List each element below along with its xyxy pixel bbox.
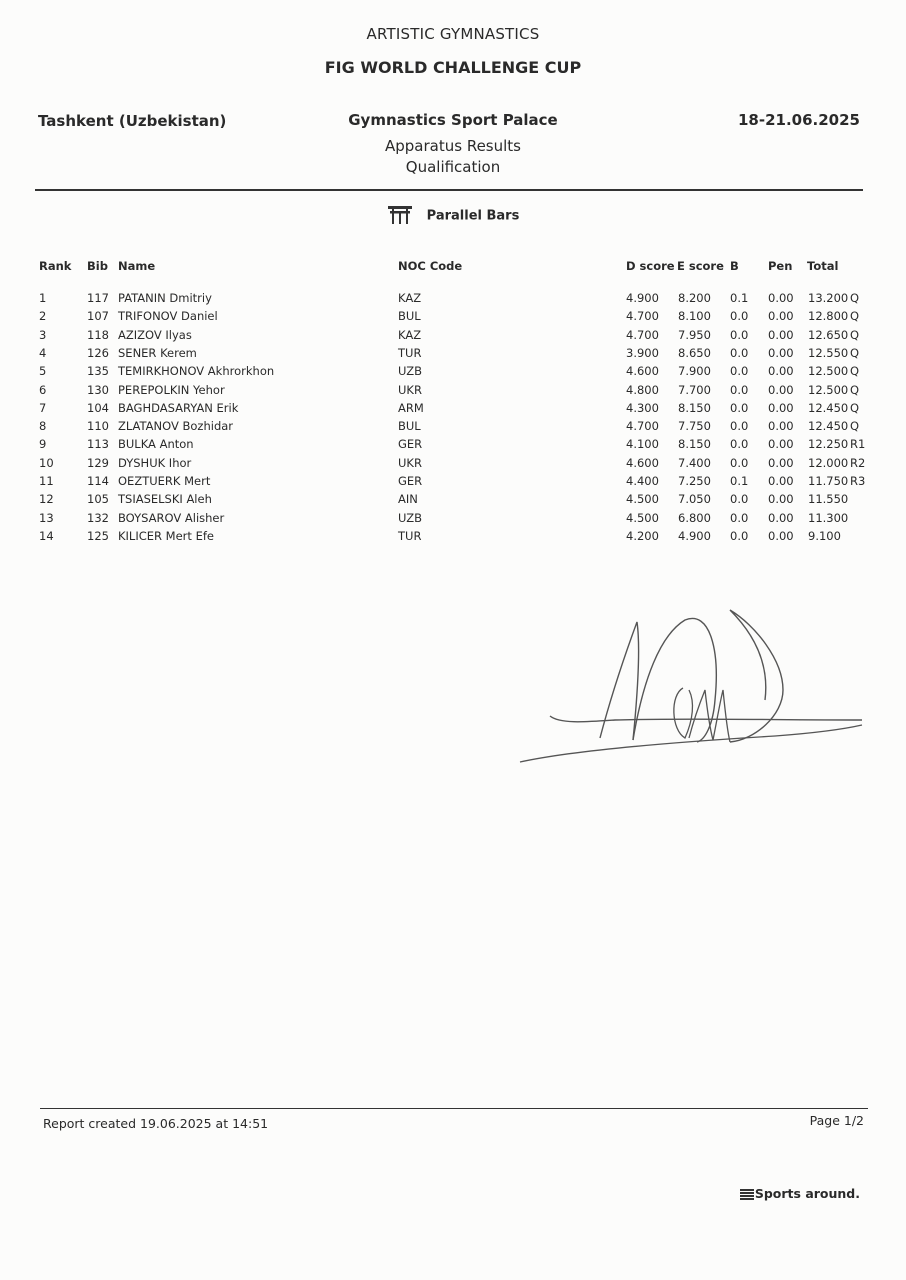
cell-bonus: 0.0	[730, 419, 749, 434]
cell-total: 12.800	[808, 309, 849, 324]
venue-hall: Gymnastics Sport Palace	[348, 111, 558, 129]
cell-qualification: Q	[850, 419, 860, 434]
cell-qualification: R2	[850, 455, 866, 470]
cell-noc: BUL	[398, 419, 421, 434]
cell-bib: 135	[87, 364, 109, 379]
cell-rank: 3	[39, 327, 47, 342]
cell-noc: ARM	[398, 400, 424, 415]
cell-name: OEZTUERK Mert	[118, 474, 211, 488]
cell-bonus: 0.0	[730, 345, 749, 360]
cell-bib: 107	[87, 309, 109, 324]
cell-noc: AIN	[398, 492, 418, 507]
cell-d-score: 4.300	[626, 400, 659, 415]
table-row	[0, 328, 906, 346]
cell-bonus: 0.0	[730, 510, 749, 525]
cell-name: TSIASELSKI Aleh	[118, 492, 212, 507]
cell-d-score: 4.400	[626, 474, 659, 488]
cell-total: 12.450	[808, 419, 849, 434]
cell-penalty: 0.00	[768, 309, 794, 324]
cell-total: 11.550	[808, 492, 849, 507]
cell-bonus: 0.0	[730, 400, 749, 415]
cell-rank: 5	[39, 364, 47, 379]
col-total: Total	[807, 259, 839, 273]
table-row	[0, 529, 906, 547]
cell-name: AZIZOV Ilyas	[118, 327, 192, 342]
cell-bib: 130	[87, 382, 109, 397]
cell-rank: 10	[39, 455, 54, 470]
cell-d-score: 3.900	[626, 345, 659, 360]
cell-e-score: 8.650	[678, 345, 711, 360]
cell-rank: 2	[39, 309, 47, 324]
event-title: FIG WORLD CHALLENGE CUP	[324, 58, 582, 77]
cell-noc: UZB	[398, 364, 422, 379]
cell-noc: GER	[398, 437, 423, 452]
cell-bonus: 0.1	[730, 291, 749, 305]
cell-penalty: 0.00	[768, 510, 794, 525]
cell-name: BOYSAROV Alisher	[118, 510, 225, 525]
table-row	[0, 401, 906, 419]
cell-penalty: 0.00	[768, 291, 794, 305]
apparatus-name: Parallel Bars	[426, 208, 520, 224]
cell-noc: UKR	[398, 382, 422, 397]
cell-penalty: 0.00	[768, 400, 794, 415]
cell-rank: 13	[39, 510, 54, 525]
cell-rank: 14	[39, 528, 54, 543]
cell-penalty: 0.00	[768, 327, 794, 342]
table-row	[0, 291, 906, 309]
brand-lines-icon	[740, 1188, 754, 1202]
parallel-bars-icon	[387, 204, 413, 228]
cell-total: 12.250	[808, 437, 849, 452]
cell-qualification: Q	[850, 400, 860, 415]
cell-name: TEMIRKHONOV Akhrorkhon	[118, 364, 275, 379]
cell-d-score: 4.800	[626, 382, 659, 397]
cell-d-score: 4.200	[626, 528, 659, 543]
cell-bib: 125	[87, 528, 109, 543]
cell-qualification: R3	[850, 474, 866, 488]
cell-noc: GER	[398, 474, 423, 488]
cell-e-score: 6.800	[678, 510, 711, 525]
brand-logo	[740, 1186, 860, 1201]
cell-e-score: 7.050	[678, 492, 711, 507]
cell-qualification: Q	[850, 291, 860, 305]
cell-noc: KAZ	[398, 291, 422, 305]
table-row	[0, 364, 906, 382]
cell-rank: 12	[39, 492, 54, 507]
table-row	[0, 383, 906, 401]
cell-penalty: 0.00	[768, 528, 794, 543]
cell-d-score: 4.900	[626, 291, 659, 305]
cell-bib: 118	[87, 327, 109, 342]
cell-d-score: 4.700	[626, 309, 659, 324]
col-d-score: D score	[626, 259, 675, 273]
table-row	[0, 456, 906, 474]
cell-bib: 132	[87, 510, 109, 525]
page-number: Page 1/2	[809, 1113, 864, 1128]
col-bonus: B	[730, 259, 739, 273]
brand-name: Sports around.	[754, 1186, 860, 1201]
cell-total: 11.750	[808, 474, 849, 488]
cell-d-score: 4.700	[626, 327, 659, 342]
cell-noc: TUR	[398, 528, 422, 543]
cell-bib: 104	[87, 400, 109, 415]
cell-e-score: 7.750	[678, 419, 711, 434]
competition-phase: Qualification	[405, 158, 501, 176]
cell-rank: 1	[39, 291, 47, 305]
judge-signature	[515, 590, 875, 779]
cell-bonus: 0.0	[730, 309, 749, 324]
cell-name: SENER Kerem	[118, 345, 197, 360]
cell-name: PATANIN Dmitriy	[118, 291, 212, 305]
cell-total: 11.300	[808, 510, 849, 525]
col-e-score: E score	[677, 259, 724, 273]
cell-penalty: 0.00	[768, 345, 794, 360]
cell-qualification: Q	[850, 309, 860, 324]
cell-bib: 129	[87, 455, 109, 470]
cell-total: 12.650	[808, 327, 849, 342]
cell-d-score: 4.500	[626, 492, 659, 507]
table-row	[0, 474, 906, 492]
cell-e-score: 7.700	[678, 382, 711, 397]
cell-total: 12.000	[808, 455, 849, 470]
cell-qualification: Q	[850, 382, 860, 397]
cell-bonus: 0.1	[730, 474, 749, 488]
cell-penalty: 0.00	[768, 437, 794, 452]
cell-d-score: 4.600	[626, 455, 659, 470]
cell-noc: UKR	[398, 455, 422, 470]
cell-e-score: 7.950	[678, 327, 711, 342]
cell-e-score: 7.400	[678, 455, 711, 470]
cell-total: 12.550	[808, 345, 849, 360]
cell-qualification: R1	[850, 437, 866, 452]
cell-penalty: 0.00	[768, 474, 794, 488]
cell-total: 12.450	[808, 400, 849, 415]
cell-bonus: 0.0	[730, 437, 749, 452]
report-created: Report created 19.06.2025 at 14:51	[43, 1116, 269, 1131]
col-noc: NOC Code	[398, 259, 463, 273]
table-row	[0, 511, 906, 529]
cell-bonus: 0.0	[730, 327, 749, 342]
table-row	[0, 419, 906, 437]
cell-e-score: 8.100	[678, 309, 711, 324]
cell-name: TRIFONOV Daniel	[118, 309, 218, 324]
cell-rank: 9	[39, 437, 47, 452]
cell-bonus: 0.0	[730, 455, 749, 470]
cell-bonus: 0.0	[730, 382, 749, 397]
cell-e-score: 7.250	[678, 474, 711, 488]
footer-divider	[40, 1108, 868, 1109]
cell-total: 13.200	[808, 291, 849, 305]
cell-e-score: 7.900	[678, 364, 711, 379]
cell-total: 12.500	[808, 364, 849, 379]
cell-total: 9.100	[808, 528, 841, 543]
cell-name: KILICER Mert Efe	[118, 528, 214, 543]
cell-rank: 8	[39, 419, 47, 434]
cell-qualification: Q	[850, 345, 860, 360]
cell-rank: 7	[39, 400, 47, 415]
cell-bib: 117	[87, 291, 109, 305]
table-row	[0, 437, 906, 455]
venue-city: Tashkent (Uzbekistan)	[38, 112, 227, 130]
cell-penalty: 0.00	[768, 364, 794, 379]
cell-noc: BUL	[398, 309, 421, 324]
cell-bib: 105	[87, 492, 109, 507]
col-penalty: Pen	[768, 259, 793, 273]
cell-bib: 126	[87, 345, 109, 360]
cell-bib: 113	[87, 437, 109, 452]
event-dates: 18-21.06.2025	[738, 111, 860, 129]
cell-penalty: 0.00	[768, 492, 794, 507]
cell-penalty: 0.00	[768, 382, 794, 397]
cell-d-score: 4.100	[626, 437, 659, 452]
cell-noc: TUR	[398, 345, 422, 360]
cell-name: DYSHUK Ihor	[118, 455, 192, 470]
cell-rank: 6	[39, 382, 47, 397]
cell-noc: UZB	[398, 510, 422, 525]
cell-d-score: 4.500	[626, 510, 659, 525]
cell-bib: 110	[87, 419, 109, 434]
cell-penalty: 0.00	[768, 455, 794, 470]
apparatus-heading	[0, 204, 906, 228]
cell-qualification: Q	[850, 364, 860, 379]
cell-d-score: 4.600	[626, 364, 659, 379]
sport-title: ARTISTIC GYMNASTICS	[366, 25, 540, 43]
col-bib: Bib	[87, 259, 108, 273]
cell-e-score: 8.150	[678, 437, 711, 452]
report-type: Apparatus Results	[385, 137, 521, 155]
col-name: Name	[118, 259, 156, 273]
cell-name: BULKA Anton	[118, 437, 194, 452]
cell-rank: 11	[39, 474, 54, 488]
table-row	[0, 492, 906, 510]
cell-bonus: 0.0	[730, 364, 749, 379]
cell-qualification: Q	[850, 327, 860, 342]
col-rank: Rank	[39, 259, 72, 273]
cell-d-score: 4.700	[626, 419, 659, 434]
cell-e-score: 4.900	[678, 528, 711, 543]
cell-name: ZLATANOV Bozhidar	[118, 419, 234, 434]
cell-noc: KAZ	[398, 327, 422, 342]
cell-rank: 4	[39, 345, 47, 360]
cell-e-score: 8.150	[678, 400, 711, 415]
cell-penalty: 0.00	[768, 419, 794, 434]
cell-name: PEREPOLKIN Yehor	[118, 382, 225, 397]
table-row	[0, 309, 906, 327]
table-row	[0, 346, 906, 364]
cell-total: 12.500	[808, 382, 849, 397]
cell-e-score: 8.200	[678, 291, 711, 305]
header-divider	[35, 189, 863, 191]
cell-name: BAGHDASARYAN Erik	[118, 400, 239, 415]
cell-bib: 114	[87, 474, 109, 488]
cell-bonus: 0.0	[730, 492, 749, 507]
cell-bonus: 0.0	[730, 528, 749, 543]
table-header	[0, 259, 906, 277]
